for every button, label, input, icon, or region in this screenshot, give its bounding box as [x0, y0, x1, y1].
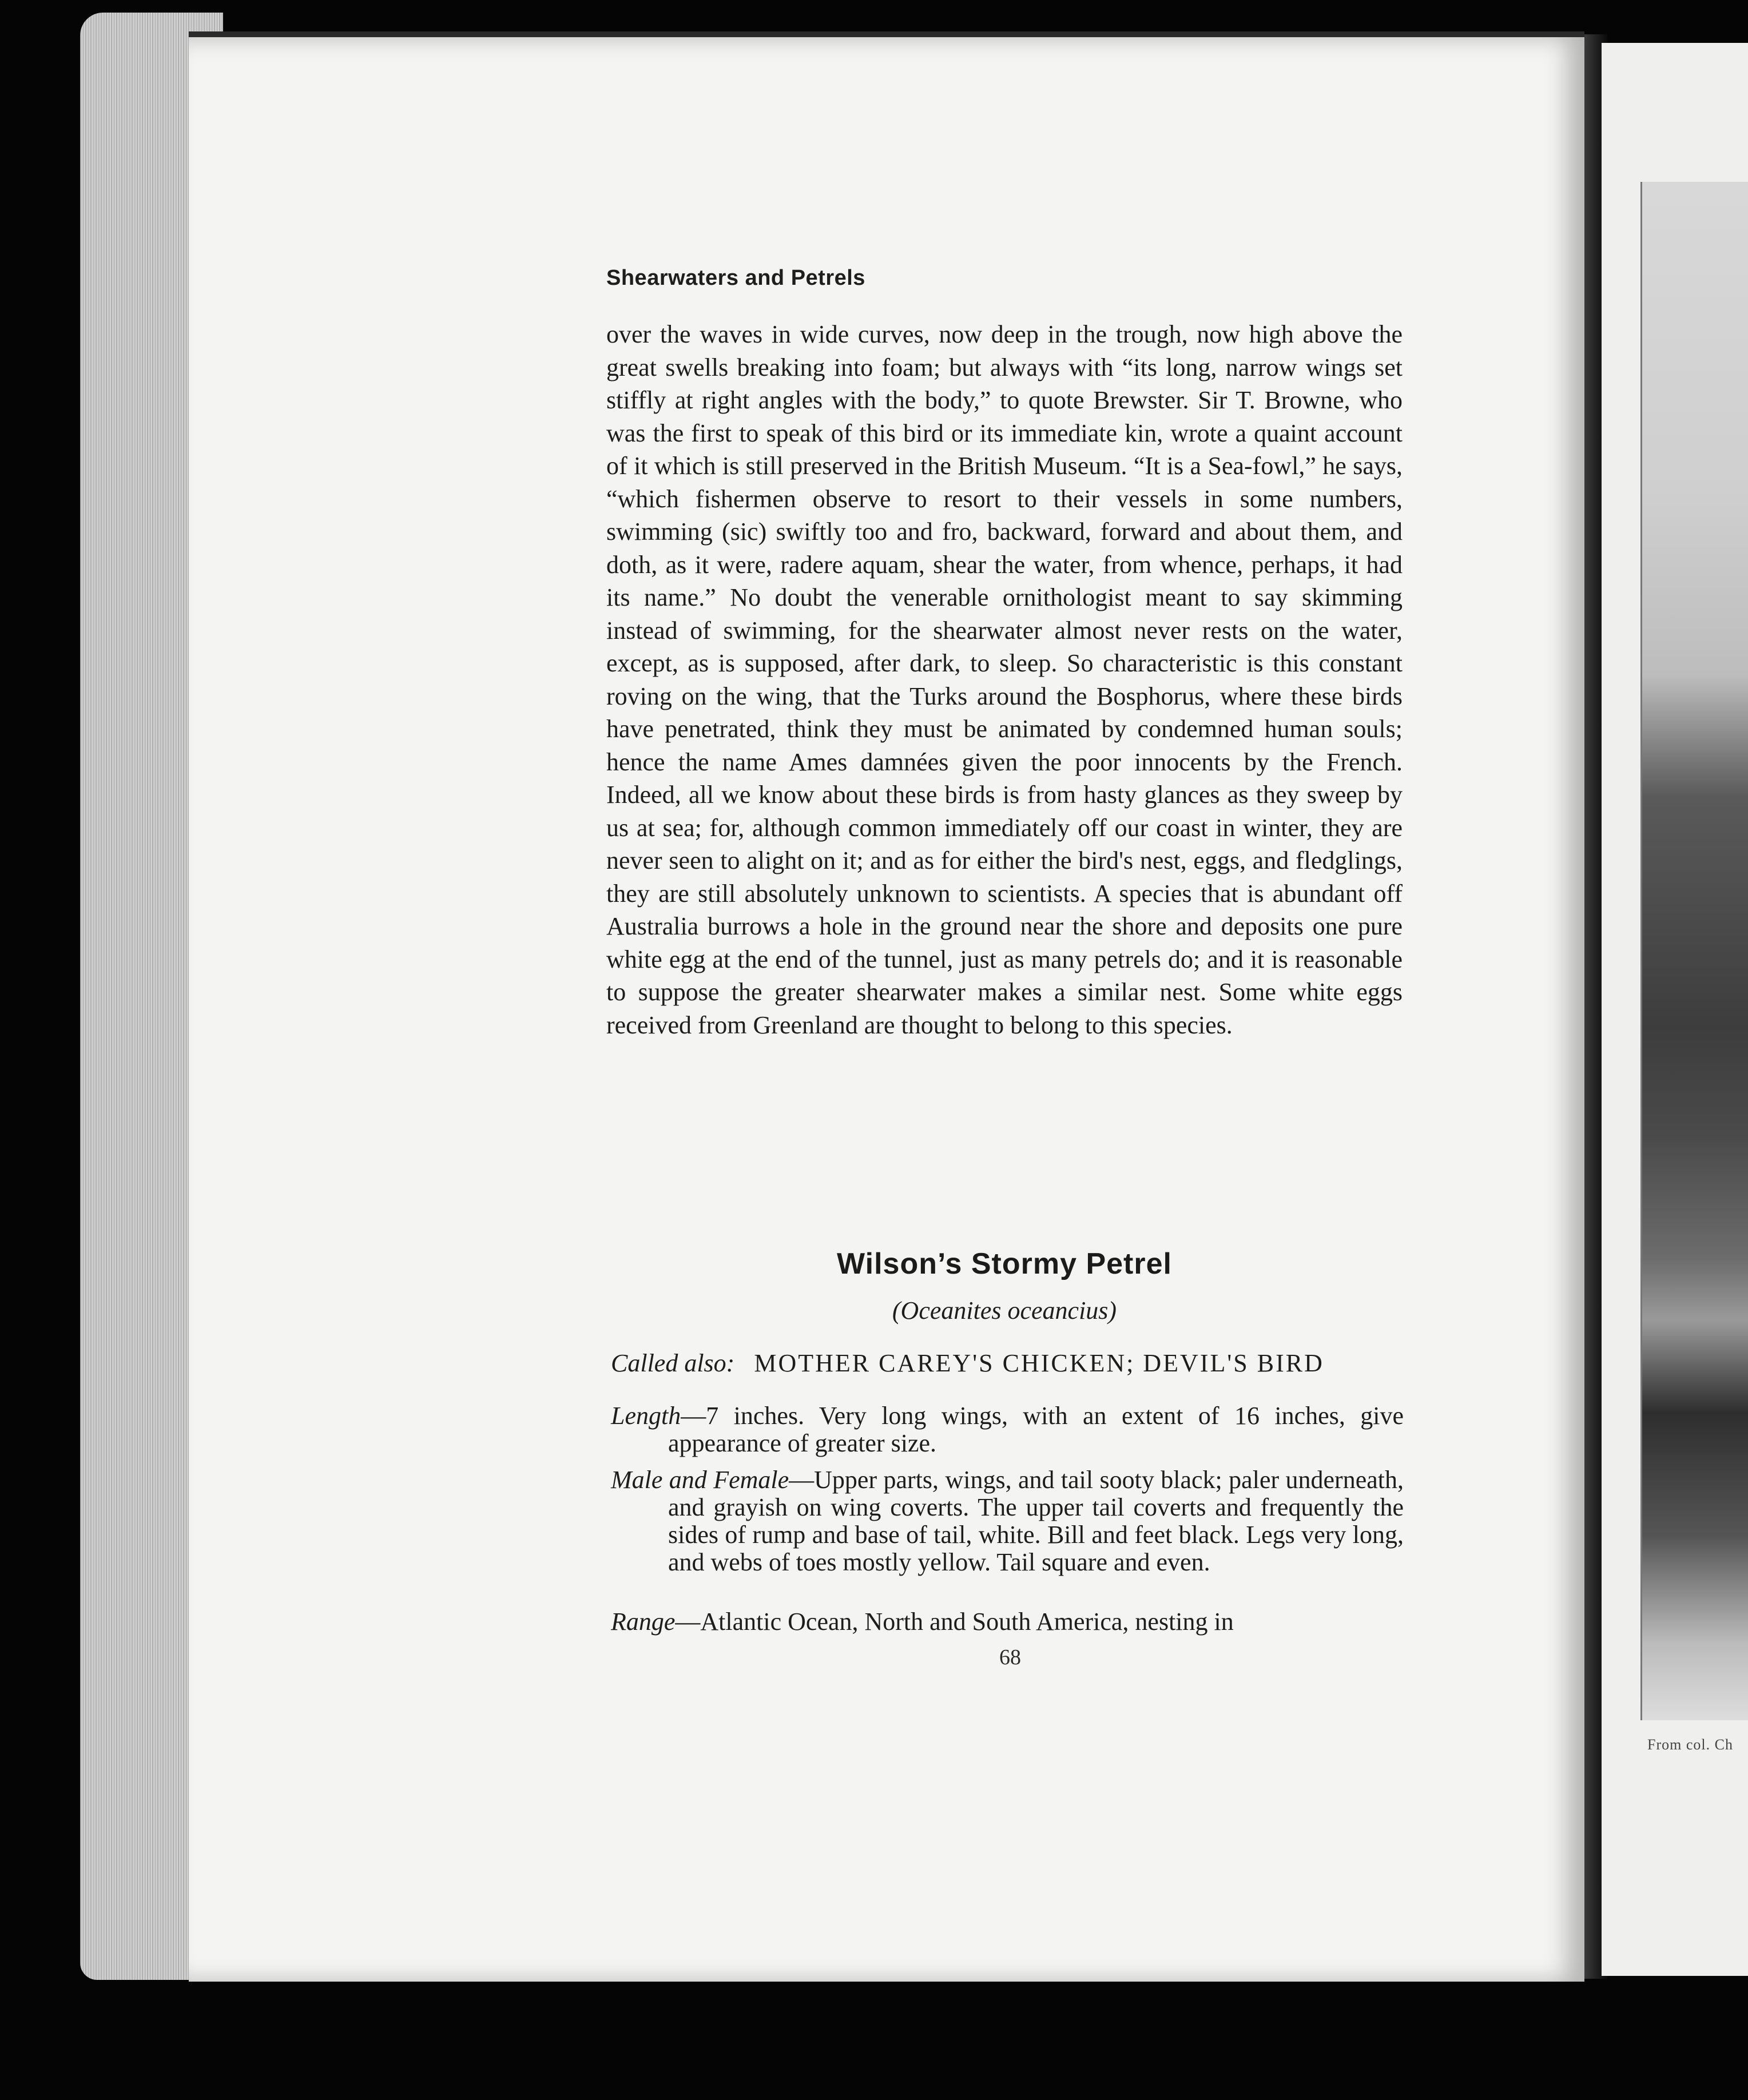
- male-female-entry: [611, 1466, 1404, 1576]
- running-head: Shearwaters and Petrels: [606, 266, 865, 290]
- male-female-label: Male and Female: [611, 1466, 789, 1494]
- section-title: Wilson’s Stormy Petrel: [837, 1247, 1172, 1280]
- plate-credit: From col. Ch: [1647, 1736, 1733, 1753]
- range-label: Range: [611, 1608, 676, 1636]
- called-also-line: [611, 1349, 1406, 1378]
- range-entry: [611, 1608, 1404, 1636]
- called-also-names: MOTHER CAREY'S CHICKEN; DEVIL'S BIRD: [754, 1349, 1324, 1377]
- section-subtitle: (Oceanites oceancius): [892, 1296, 1117, 1325]
- body-paragraph: over the waves in wide curves, now deep in the trough, now high above the great swells breaking into foam; but always with “its long, narrow wings set stiffly at right angles with the body,” to quote Brewster. Sir T. Browne, who was the first to speak of this bird or its immediate kin, wrote a quaint account of it which is still preserved in the British Museum. “It is a Sea-fowl,” he says, “which fishermen observe to resort to their vessels in some numbers, swimming (sic) swiftly too and fro, backward, forward and about them, and doth, as it were, radere aquam, shear the water, from whence, perhaps, it had its name.” No doubt the venerable ornithologist meant to say skimming instead of swimming, for the shearwater almost never rests on the water, except, as is supposed, after dark, to sleep. So characteristic is this constant roving on the wing, that the Turks around the Bosphorus, where these birds have penetrated, think they must be animated by condemned human souls; hence the name Ames damnées given the poor innocents by the French. Indeed, all we know about these birds is from hasty glances as they sweep by us at sea; for, although common immediately off our coast in winter, they are never seen to alight on it; and as for either the bird's nest, eggs, and fledglings, they are still absolutely unknown to scientists. A species that is abundant off Australia burrows a hole in the ground near the shore and deposits one pure white egg at the end of the tunnel, just as many petrels do; and it is reasonable to suppose the greater shearwater makes a similar nest. Some white eggs received from Greenland are thought to belong to this species.: [606, 320, 1403, 1039]
- page-number: 68: [999, 1645, 1021, 1669]
- called-also-label: Called also:: [611, 1349, 735, 1377]
- length-label: Length: [611, 1402, 681, 1430]
- length-entry: [611, 1402, 1404, 1457]
- length-text: —7 inches. Very long wings, with an extent of 16 inches, give appearance of greater size.: [668, 1402, 1404, 1457]
- male-female-text: —Upper parts, wings, and tail sooty black; paler underneath, and grayish on wing coverts. The upper tail coverts and frequently the sides of rump and base of tail, white. Bill and feet black. Legs very long, and webs of toes mostly yellow. Tail square and even.: [668, 1466, 1404, 1576]
- photo-plate: [1640, 182, 1748, 1720]
- range-text: —Atlantic Ocean, North and South America, nesting in: [675, 1608, 1234, 1636]
